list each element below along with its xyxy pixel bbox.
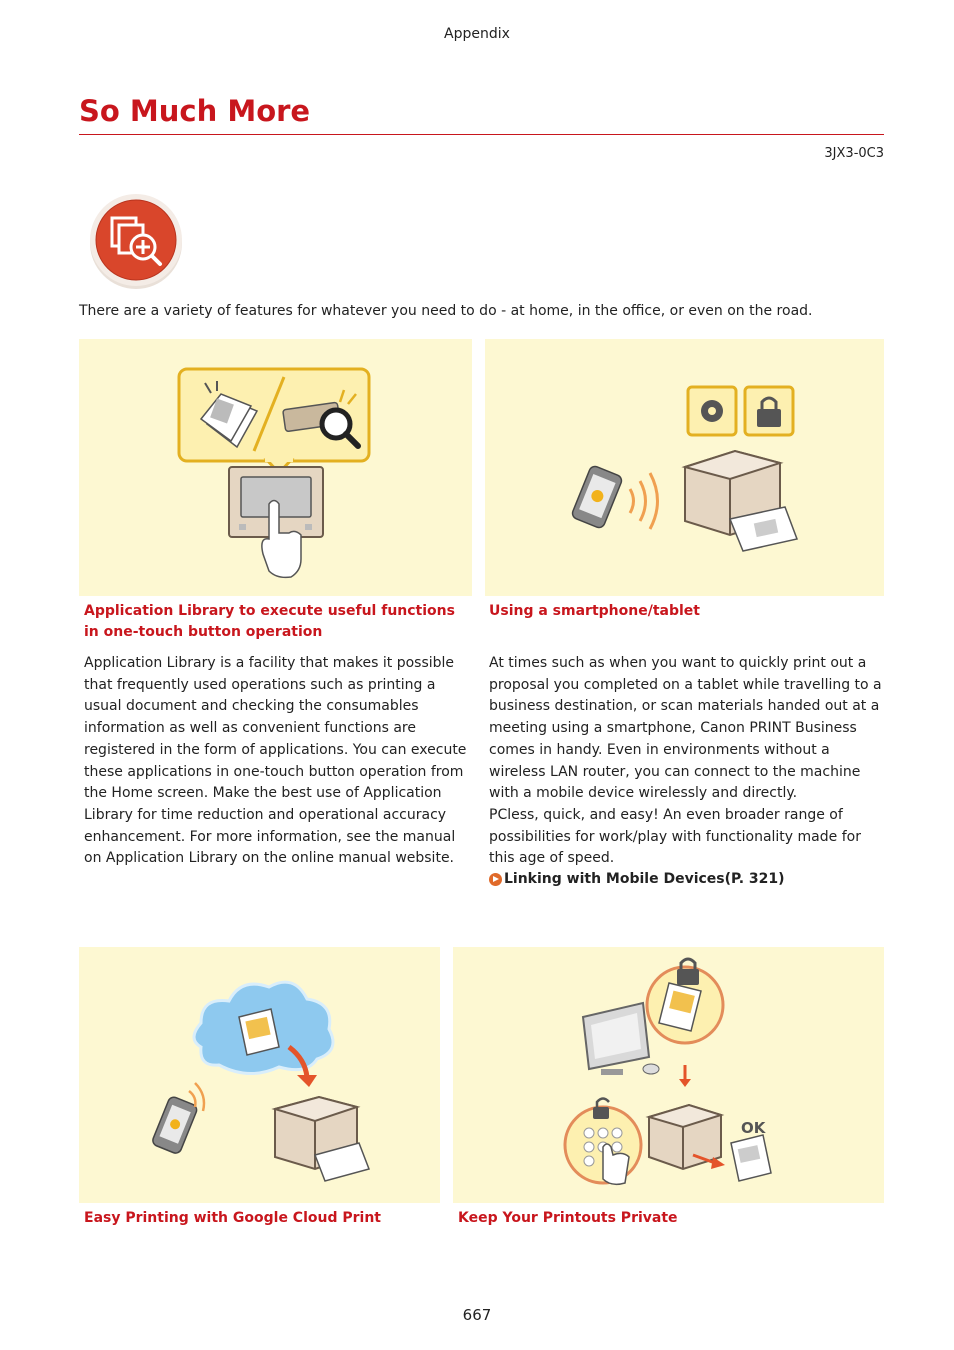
ok-label: OK — [741, 1119, 766, 1137]
page-title: So Much More — [79, 94, 311, 128]
card-title-application-library: Application Library to execute useful functions in one-touch button operation — [84, 603, 455, 640]
google-cloud-print-illustration — [79, 947, 440, 1203]
smartphone-tablet-illustration — [485, 339, 884, 596]
secure-print-illustration — [453, 947, 884, 1203]
link-mobile-devices[interactable] — [489, 869, 785, 891]
card-title-smartphone: Using a smartphone/tablet — [489, 603, 700, 619]
application-library-illustration — [79, 339, 472, 596]
card-body-smartphone-2: PCless, quick, and easy! An even broader range of possibilities for work/play with functionality made for this age of speed. — [489, 807, 861, 867]
page-number: 667 — [462, 1306, 492, 1324]
card-body-application-library: Application Library is a facility that makes it possible that frequently used operations such as printing a usual document and checking the consumables information as well as convenient functions are registered in the form of applications. You can execute these applications in one-touch button operation from the Home screen. Make the best use of Application Library for time reduction and operational accuracy enhancement. For more information, see the manual on Application Library on the online manual website. — [84, 655, 467, 867]
more-features-icon — [86, 190, 186, 290]
card-title-keep-private: Keep Your Printouts Private — [458, 1210, 678, 1226]
link-mobile-devices-label[interactable]: Linking with Mobile Devices(P. 321) — [504, 871, 785, 887]
arrow-icon — [489, 873, 502, 886]
document-code: 3JX3-0C3 — [824, 146, 884, 161]
running-header: Appendix — [444, 26, 510, 42]
card-title-google-cloud-print: Easy Printing with Google Cloud Print — [84, 1210, 381, 1226]
title-divider — [79, 134, 884, 135]
card-body-smartphone: At times such as when you want to quickly print out a proposal you completed on a tablet while travelling to a business destination, or scan materials handed out at a meeting using a smartphone, Canon PRINT Business comes in handy. Even in environments without a wireless LAN router, you can connect to the machine with a mobile device wirelessly and directly. — [489, 655, 882, 802]
intro-text: There are a variety of features for whatever you need to do - at home, in the office, or even on the road. — [79, 303, 813, 319]
